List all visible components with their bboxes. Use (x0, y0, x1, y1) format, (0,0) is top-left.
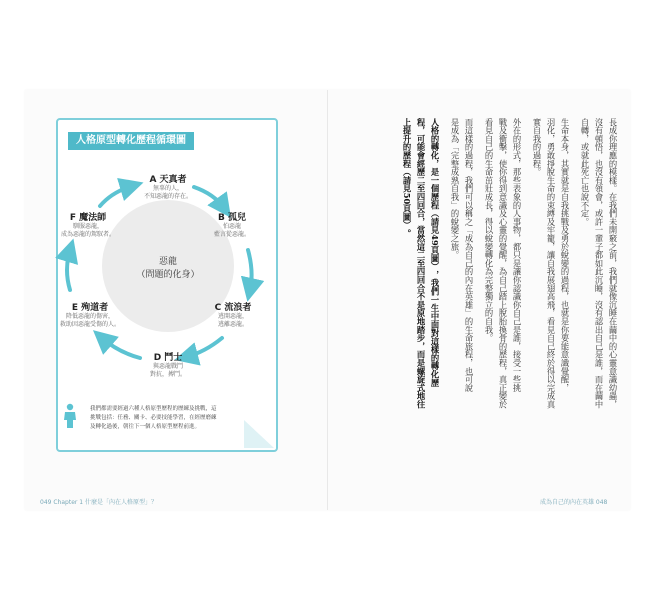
node-wanderer-name: C 流浪者 (214, 303, 252, 313)
node-wanderer-desc2: 逃離惡龍。 (217, 321, 248, 328)
arrow-d-to-e (102, 338, 140, 358)
text-column-bold: 上提升的歷程（請見50頁圖）。 (402, 118, 412, 238)
node-martyr-name: E 殉道者 (71, 303, 109, 313)
node-innocent-name: A 天真者 (149, 175, 187, 185)
node-martyr-desc2: 救助因惡龍受傷的人。 (59, 321, 120, 328)
node-wanderer (206, 300, 260, 329)
node-warrior (140, 350, 196, 379)
person-icon (62, 403, 78, 429)
diagram-footnote (90, 405, 265, 432)
node-innocent (133, 172, 203, 201)
node-magician-name: F 魔法師 (69, 213, 107, 223)
footnote-line: 我們都需要經過六種人格原型歷程的歷練及挑戰，這 (90, 406, 217, 412)
node-magician-desc2: 成為惡龍的駕馭者。 (60, 231, 115, 238)
text-column: 沒有頓悟，也沒有領會，或許一輩子都如此沉睡，沒有認出自己是誰，而在繭中 (594, 118, 604, 409)
node-wanderer-desc1: 逃開惡龍， (217, 313, 248, 320)
node-innocent-desc2: 不知惡龍的存在。 (143, 193, 192, 200)
node-warrior-desc2: 對抗，搏鬥。 (149, 371, 186, 378)
text-column: 戰及衝擊，使你得到意識及心靈的覺醒，為自己踏上脫胎換骨的歷程，真正變於 (498, 118, 508, 409)
text-column: 外在的形式，那些表象的人事物，都只是讓你認識你自己是誰，接受一些挑 (512, 118, 522, 392)
node-warrior-name: D 鬥士 (153, 353, 183, 363)
node-magician (58, 210, 118, 239)
node-innocent-desc1: 無辜的人， (152, 185, 183, 192)
text-column: 自轉，或就此死亡也說不定。 (580, 118, 590, 226)
diagram-title: 人格原型轉化歷程循環圖 (68, 132, 194, 150)
dragon-center (120, 256, 216, 282)
left-page-footer: 049 Chapter 1 什麼是「內在人格原型」？ (40, 499, 157, 506)
text-column: 看見自己的生命茁壯成長，得以蛻變轉化為完整獨立的自我。 (484, 118, 494, 343)
node-orphan-name: B 孤兒 (218, 213, 246, 223)
node-orphan-desc2: 藍言從惡龍。 (213, 231, 250, 238)
node-magician-desc1: 馴服惡龍， (72, 223, 103, 230)
node-warrior-desc1: 與惡龍戰鬥 (152, 363, 183, 370)
right-page-footer: 成為自己的內在英雄 048 (540, 499, 608, 506)
arrow-e-to-f (67, 250, 70, 290)
text-column-bold: 人格的轉化，是一個歷程（請見49頁圖），我們一生中面對這樣的轉化歷 (430, 118, 440, 387)
text-column: 生命本身，其實就是自我挑戰及勇於蛻變的過程，也就是你要能意識覺醒， (560, 118, 570, 392)
text-column: 長成你理應的模樣。在我們未開竅之前，我們就像沉睡在繭中的心靈意識幼蟲， (608, 118, 618, 409)
text-column: 實自我的過程。 (532, 118, 542, 177)
dragon-sublabel: （問題的化身） (136, 270, 200, 280)
footnote-line: 挑戰包括：任務、關卡、必要技能學習，在經歷磨練 (90, 415, 217, 421)
node-orphan (208, 210, 256, 239)
text-column: 是成為「完整成熟自我」的蛻變之旅。 (450, 118, 460, 260)
node-martyr (56, 300, 124, 329)
text-column: 羽化，勇敢掙脫生命的束縛及牢籠，讓自我展翅高飛，看見自己終於得以完成真 (546, 118, 556, 409)
arrow-f-to-a (100, 186, 132, 206)
node-orphan-desc1: 怕惡龍 (222, 223, 241, 230)
node-martyr-desc1: 降低惡龍的傷害， (65, 313, 114, 320)
footnote-line: 及轉化過後，朝往下一個人格原型歷程前進。 (90, 424, 201, 430)
dragon-label: 惡龍 (158, 257, 177, 267)
text-column: 而這樣的過程，我們可以稱之「成為自己的內在英雄」的生命旅程，也可說 (464, 118, 474, 392)
arrow-b-to-c (248, 250, 252, 290)
text-column-bold: 程，可能會經歷二至四回合，當然這二至四回合不是原地踏步，而是螺旋式地往 (416, 118, 426, 409)
